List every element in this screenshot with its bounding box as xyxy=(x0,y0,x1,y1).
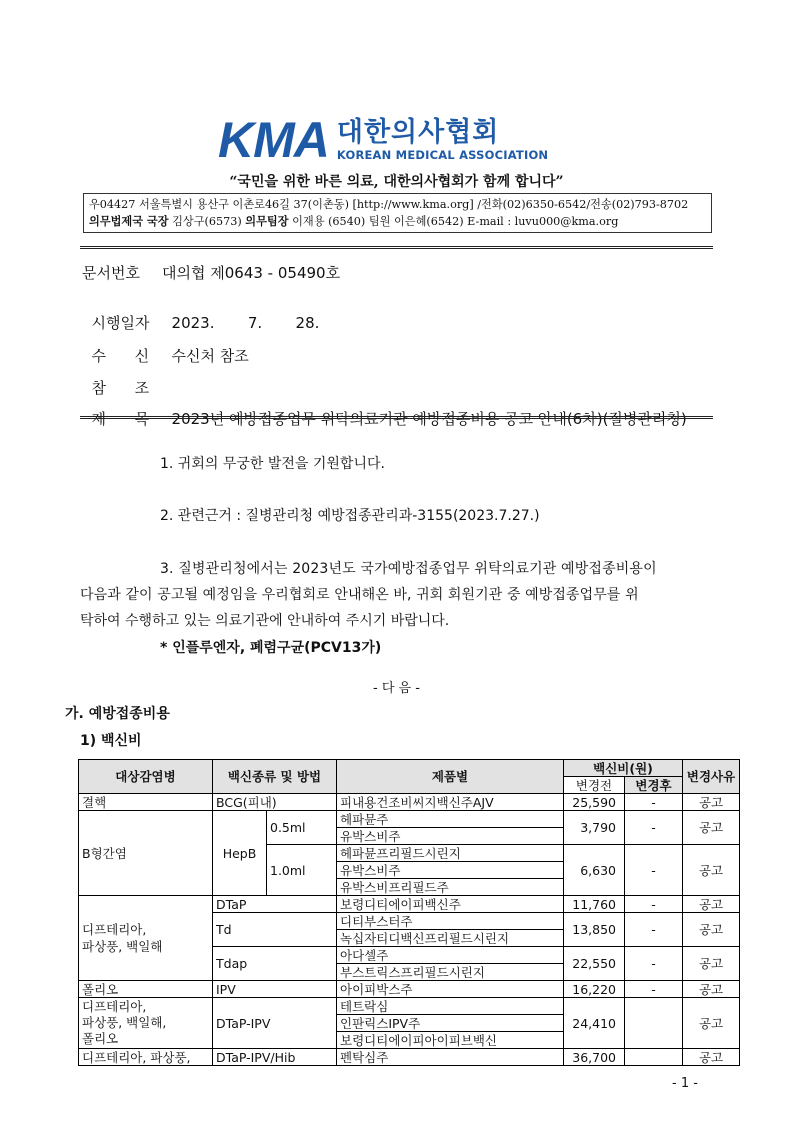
cell-disease: 폴리오 xyxy=(79,981,213,998)
cell-dose: 0.5ml xyxy=(267,811,337,845)
header-reason: 변경사유 xyxy=(683,760,740,794)
cell-reason: 공고 xyxy=(683,947,740,981)
subsection-heading: 1) 백신비 xyxy=(80,733,142,749)
cell-before: 13,850 xyxy=(564,913,625,947)
cell-product: 인판릭스IPV주 xyxy=(337,1015,564,1032)
reference-label: 참 조 xyxy=(91,379,150,397)
paragraph-3-line-2: 다음과 같이 공고될 예정임을 우리협회로 안내해온 바, 귀회 회원기관 중 예방접종업무를 위 xyxy=(80,587,639,603)
cell-before: 6,630 xyxy=(564,845,625,896)
contact-team-text: 이재용 (6540) 팀원 이은혜(6542) E-mail : luvu000@kma.org xyxy=(288,215,619,228)
table-row xyxy=(79,981,740,998)
cell-after: - xyxy=(625,947,683,981)
table-row xyxy=(79,811,740,828)
cell-reason: 공고 xyxy=(683,913,740,947)
cell-product: 아이피박스주 xyxy=(337,981,564,998)
cell-reason: 공고 xyxy=(683,794,740,811)
cell-type: BCG(피내) xyxy=(213,794,337,811)
paragraph-3-line-1: 3. 질병관리청에서는 2023년도 국가예방접종업무 위탁의료기관 예방접종비용이 xyxy=(160,561,657,577)
address-box xyxy=(83,193,712,233)
cell-after xyxy=(625,1049,683,1066)
cell-type: DTaP-IPV/Hib xyxy=(213,1049,337,1066)
cell-before: 36,700 xyxy=(564,1049,625,1066)
header-before: 변경전 xyxy=(564,777,625,794)
contact-dept-text: 김상구(6573) xyxy=(168,215,246,228)
cell-product: 유박스비프리필드주 xyxy=(337,879,564,896)
cell-product: 헤파뮨프리필드시린지 xyxy=(337,845,564,862)
cell-reason: 공고 xyxy=(683,811,740,845)
cell-disease: 디프테리아, 파상풍, 백일해 xyxy=(79,896,213,981)
cell-product: 테트락심 xyxy=(337,998,564,1015)
cell-after xyxy=(625,998,683,1049)
cell-product: 피내용건조비씨지백신주AJV xyxy=(337,794,564,811)
cell-product: 녹십자티디백신프리필드시린지 xyxy=(337,930,564,947)
date-value: 2023. 7. 28. xyxy=(171,314,320,332)
contact-team-label: 의무팀장 xyxy=(245,214,289,228)
doc-number-row xyxy=(82,262,340,283)
cell-type: HepB xyxy=(213,811,267,896)
date-label: 시행일자 xyxy=(91,314,150,332)
cell-product: 보령디티에이피백신주 xyxy=(337,896,564,913)
divider-label: - 다 음 - xyxy=(373,681,420,696)
address-line: 우04427 서울특별시 용산구 이촌로46길 37(이촌동) [http://www.kma.org] /전화(02)6350-6542/전송(02)793-8702 xyxy=(89,198,689,211)
cell-before: 24,410 xyxy=(564,998,625,1049)
cell-disease: B형간염 xyxy=(79,811,213,896)
table-row xyxy=(79,896,740,913)
cell-after: - xyxy=(625,896,683,913)
subject-label: 제 목 xyxy=(91,410,150,428)
paragraph-1: 1. 귀회의 무궁한 발전을 기원합니다. xyxy=(160,456,385,472)
cell-reason: 공고 xyxy=(683,998,740,1049)
cell-product: 보령디티에이피아이피브백신 xyxy=(337,1032,564,1049)
cell-before: 16,220 xyxy=(564,981,625,998)
cell-reason: 공고 xyxy=(683,981,740,998)
header-price: 백신비(원) xyxy=(564,760,683,777)
cell-type: IPV xyxy=(213,981,337,998)
paragraph-2: 2. 관련근거 : 질병관리청 예방접종관리과-3155(2023.7.27.) xyxy=(160,508,540,524)
cell-after: - xyxy=(625,981,683,998)
doc-number-value: 대의협 제0643 - 05490호 xyxy=(162,264,341,282)
org-name-english: KOREAN MEDICAL ASSOCIATION xyxy=(336,148,549,162)
cell-product: 부스트릭스프리필드시린지 xyxy=(337,964,564,981)
cell-before: 25,590 xyxy=(564,794,625,811)
cell-type: DTaP xyxy=(213,896,337,913)
page-number: - 1 - xyxy=(672,1076,698,1091)
cell-before: 11,760 xyxy=(564,896,625,913)
cell-product: 유박스비주 xyxy=(337,862,564,879)
cell-dose: 1.0ml xyxy=(267,845,337,896)
slogan: “국민을 위한 바른 의료, 대한의사협회가 함께 합니다” xyxy=(229,174,564,190)
recipient-value: 수신처 참조 xyxy=(171,347,249,365)
cell-after: - xyxy=(625,794,683,811)
table-row xyxy=(79,1049,740,1066)
cell-before: 3,790 xyxy=(564,811,625,845)
table-row xyxy=(79,998,740,1015)
cell-disease: 디프테리아, 파상풍, 백일해, 폴리오 xyxy=(79,998,213,1049)
cell-product: 헤파뮨주 xyxy=(337,811,564,828)
logo-kma-text: KMA xyxy=(218,112,329,168)
cell-type: DTaP-IPV xyxy=(213,998,337,1049)
subject-row xyxy=(82,390,687,429)
cell-before: 22,550 xyxy=(564,947,625,981)
header-vaccine-type: 백신종류 및 방법 xyxy=(213,760,337,794)
doc-number-label: 문서번호 xyxy=(82,264,140,282)
contact-dept-label: 의무법제국 국장 xyxy=(89,214,169,228)
cell-reason: 공고 xyxy=(683,896,740,913)
header-disease: 대상감염병 xyxy=(79,760,213,794)
divider-header-bottom xyxy=(80,416,713,419)
cell-after: - xyxy=(625,845,683,896)
cell-type: Tdap xyxy=(213,947,337,981)
divider-top xyxy=(80,246,713,249)
table-row xyxy=(79,794,740,811)
contact-line xyxy=(89,213,618,230)
subject-value: 2023년 예방접종업무 위탁의료기관 예방접종비용 공고 안내(6차)(질병관리청) xyxy=(171,410,687,428)
section-heading: 가. 예방접종비용 xyxy=(65,706,170,722)
cell-reason: 공고 xyxy=(683,1049,740,1066)
cell-after: - xyxy=(625,913,683,947)
cell-type: Td xyxy=(213,913,337,947)
cell-reason: 공고 xyxy=(683,845,740,896)
cell-product: 유박스비주 xyxy=(337,828,564,845)
paragraph-3-line-3: 탁하여 수행하고 있는 의료기관에 안내하여 주시기 바랍니다. xyxy=(80,613,450,629)
header-after: 변경후 xyxy=(625,777,683,794)
cell-disease: 디프테리아, 파상풍, xyxy=(79,1049,213,1066)
cell-product: 디티부스터주 xyxy=(337,913,564,930)
cell-after: - xyxy=(625,811,683,845)
org-name-korean: 대한의사협회 xyxy=(336,117,500,148)
note-line: * 인플루엔자, 폐렴구균(PCV13가) xyxy=(160,640,382,656)
vaccine-price-table xyxy=(78,759,740,1066)
header-product: 제품별 xyxy=(337,760,564,794)
kma-logo xyxy=(218,112,549,168)
recipient-label: 수 신 xyxy=(91,347,150,365)
cell-disease: 결핵 xyxy=(79,794,213,811)
cell-product: 펜탁심주 xyxy=(337,1049,564,1066)
cell-product: 아다셀주 xyxy=(337,947,564,964)
